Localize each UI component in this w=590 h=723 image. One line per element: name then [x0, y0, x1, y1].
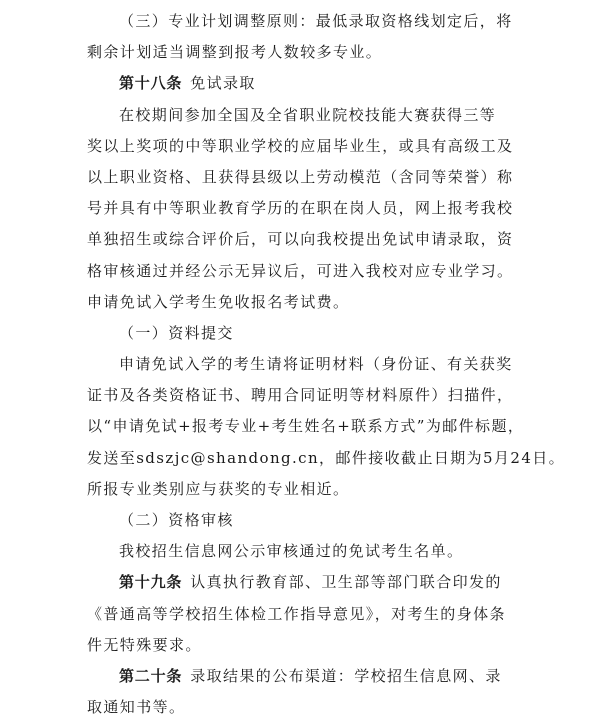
- article-20-label: 第二十条: [119, 666, 183, 685]
- article-20-line: [87, 661, 506, 692]
- article-18-title: 免试录取: [190, 74, 256, 93]
- paragraph-line: 以上职业资格、且获得县级以上劳动模范（含同等荣誉）称: [87, 167, 514, 186]
- paragraph-line: 号并具有中等职业教育学历的在职在岗人员，网上报考我校: [87, 199, 514, 218]
- section-heading: （二）资格审核: [119, 511, 234, 529]
- article-19-label: 第十九条: [119, 573, 183, 592]
- article-18-label: 第十八条: [119, 74, 183, 93]
- paragraph-line: 所报专业类别应与获奖的专业相近。: [87, 479, 350, 498]
- paragraph-line: 格审核通过并经公示无异议后，可进入我校对应专业学习。: [87, 261, 514, 280]
- paragraph-line: 剩余计划适当调整到报考人数较多专业。: [87, 43, 383, 62]
- paragraph-line: （三）专业计划调整原则：最低录取资格线划定后，将: [119, 12, 513, 30]
- paragraph-line: 证书及各类资格证书、聘用合同证明等材料原件）扫描件，: [87, 386, 514, 405]
- paragraph-line: 我校招生信息网公示审核通过的免试考生名单。: [119, 542, 464, 561]
- paragraph-line: 奖以上奖项的中等职业学校的应届毕业生，或具有高级工及: [87, 136, 514, 155]
- article-19-line: [87, 567, 506, 598]
- paragraph-line: 《普通高等学校招生体检工作指导意见》，对考生的身体条: [87, 604, 506, 623]
- article-19-text: 认真执行教育部、卫生部等部门联合印发的: [190, 573, 502, 592]
- paragraph-line: 在校期间参加全国及全省职业院校技能大赛获得三等: [119, 105, 497, 124]
- paragraph-line: 单独招生或综合评价后，可以向我校提出免试申请录取，资: [87, 230, 514, 249]
- article-18-heading: [87, 68, 506, 99]
- paragraph-line: 申请免试入学的考生请将证明材料（身份证、有关获奖: [119, 355, 513, 374]
- article-20-text: 录取结果的公布渠道：学校招生信息网、录: [190, 666, 502, 685]
- paragraph-line: 件无特殊要求。: [87, 635, 202, 654]
- paragraph-line: 以“申请免试+报考专业+考生姓名+联系方式”为邮件标题，: [87, 417, 525, 436]
- paragraph-line: 申请免试入学考生免收报名考试费。: [87, 292, 350, 311]
- section-heading: （一）资料提交: [119, 323, 234, 342]
- paragraph-line: 发送至sdszjc@shandong.cn，邮件接收截止日期为5月24日。: [87, 448, 566, 467]
- paragraph-line: 取通知书等。: [87, 698, 186, 717]
